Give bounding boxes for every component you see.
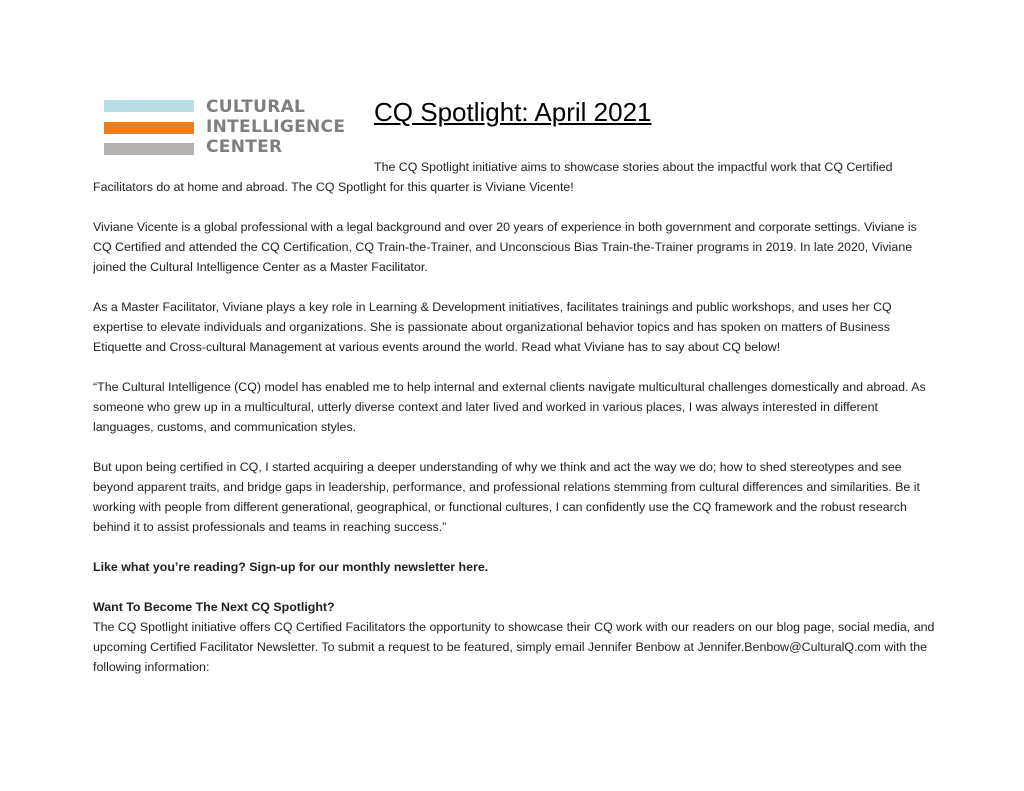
logo-text-line1: CULTURAL [206, 97, 306, 117]
article-body [93, 157, 935, 677]
next-spotlight-heading: Want To Become The Next CQ Spotlight? [93, 600, 335, 614]
logo-bar-gray [104, 143, 194, 155]
quote-paragraph-2: But upon being certified in CQ, I started acquiring a deeper understanding of why we think and act the way we do; how to shed stereotypes and see beyond apparent traits, and bridge gaps in leadership, performance, and professional relations stemming from cultural differences and similarities. Be it working with people from different generational, geographical, or functional cultures, I can confidently use the CQ framework and the robust research behind it to assist professionals and teams in reaching success.” [93, 460, 920, 534]
intro-paragraph: The CQ Spotlight initiative aims to showcase stories about the impactful work that CQ Certified Facilitators do at home and abroad. The CQ Spotlight for this quarter is Viviane Vicente! [93, 160, 893, 194]
paragraph-spacer [93, 437, 935, 457]
paragraph-spacer [93, 197, 935, 217]
role-paragraph: As a Master Facilitator, Viviane plays a key role in Learning & Development initiatives, facilitates trainings and public workshops, and uses her CQ expertise to elevate individuals and organizations. She is passionate about organizational behavior topics and has spoken on matters of Business Etiquette and Cross-cultural Management at various events around the world. Read what Viviane has to say about CQ below! [93, 300, 892, 354]
quote-paragraph-1: “The Cultural Intelligence (CQ) model has enabled me to help internal and external clients navigate multicultural challenges domestically and abroad. As someone who grew up in a multicultural, utterly diverse context and later lived and worked in various places, I was always interested in different languages, customs, and communication styles. [93, 380, 926, 434]
paragraph-spacer [93, 577, 935, 597]
next-spotlight-paragraph: The CQ Spotlight initiative offers CQ Certified Facilitators the opportunity to showcase their CQ work with our readers on our blog page, social media, and upcoming Certified Facilitator Newsletter. To submit a request to be featured, simply email Jennifer Benbow at Jennifer.Benbow@CulturalQ.com with the following information: [93, 620, 935, 674]
bio-paragraph: Viviane Vicente is a global professional with a legal background and over 20 years of experience in both government and corporate settings. Viviane is CQ Certified and attended the CQ Certification, CQ Train-the-Trainer, and Unconscious Bias Train-the-Trainer programs in 2019. In late 2020, Viviane joined the Cultural Intelligence Center as a Master Facilitator. [93, 220, 917, 274]
newsletter-signup-link[interactable]: Like what you’re reading? Sign-up for our monthly newsletter here. [93, 560, 489, 574]
cultural-intelligence-center-logo [104, 97, 356, 157]
paragraph-spacer [93, 277, 935, 297]
paragraph-spacer [93, 537, 935, 557]
page-title: CQ Spotlight: April 2021 [374, 97, 652, 127]
logo-bar-orange [104, 122, 194, 134]
paragraph-spacer [93, 357, 935, 377]
logo-text-line2: INTELLIGENCE [206, 117, 346, 137]
logo-text-line3: CENTER [206, 137, 283, 157]
logo-bar-blue [104, 100, 194, 112]
